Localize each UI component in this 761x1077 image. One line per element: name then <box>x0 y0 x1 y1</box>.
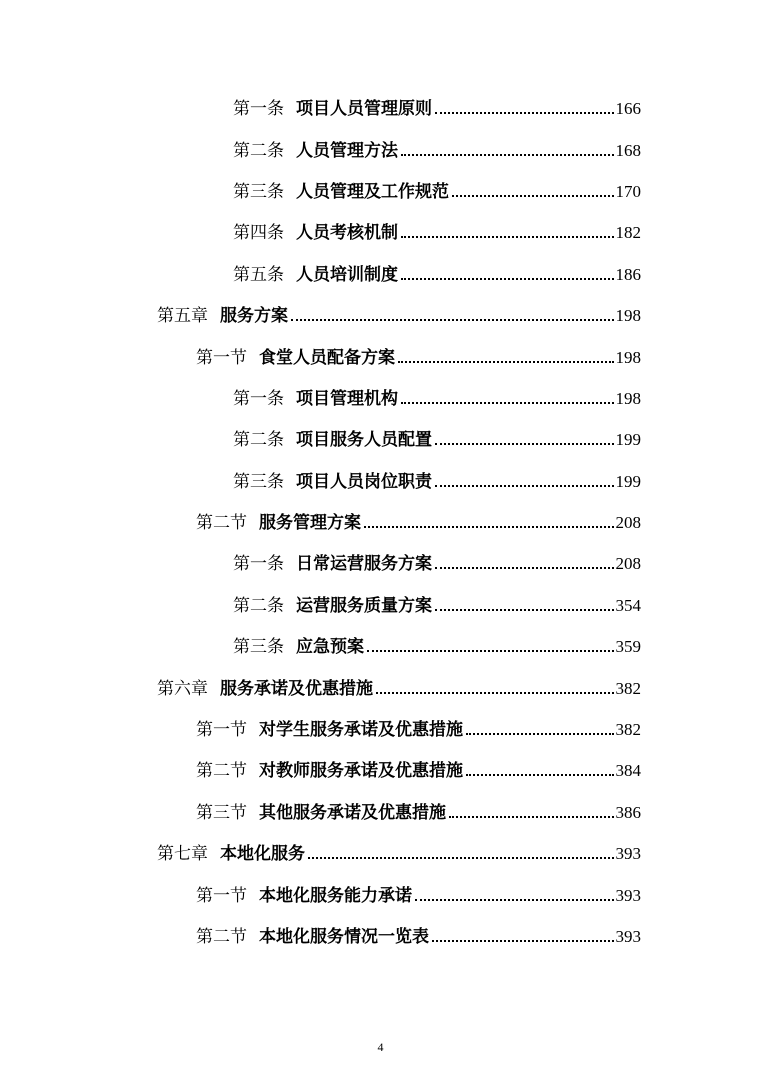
toc-entry-number: 第三条 <box>233 471 284 492</box>
toc-entry-page: 168 <box>615 140 641 160</box>
toc-entry-number: 第二节 <box>196 513 247 534</box>
toc-entry[interactable] <box>0 500 761 541</box>
toc-entry-page: 198 <box>615 388 641 408</box>
toc-entry-number: 第二节 <box>196 761 247 782</box>
toc-entry-title: 应急预案 <box>296 637 364 658</box>
dot-leader <box>401 154 614 156</box>
toc-entry-title: 服务管理方案 <box>259 513 361 534</box>
toc-entry[interactable] <box>0 831 761 872</box>
toc-entry-title: 人员管理方法 <box>296 140 398 161</box>
toc-entry[interactable] <box>0 376 761 417</box>
toc-entry-number: 第一条 <box>233 388 284 409</box>
toc-entry-number: 第四条 <box>233 223 284 244</box>
toc-entry-title: 其他服务承诺及优惠措施 <box>259 802 446 823</box>
toc-entry[interactable] <box>0 541 761 582</box>
dot-leader <box>452 195 614 197</box>
toc-entry-title: 项目管理机构 <box>296 388 398 409</box>
toc-entry[interactable] <box>0 252 761 293</box>
dot-leader <box>435 443 614 445</box>
toc-entry-title: 服务承诺及优惠措施 <box>220 678 373 699</box>
toc-entry-page: 359 <box>615 637 641 657</box>
dot-leader <box>364 526 614 528</box>
toc-entry-page: 382 <box>615 720 641 740</box>
toc-entry-number: 第二条 <box>233 595 284 616</box>
dot-leader <box>291 319 614 321</box>
toc-entry-number: 第五条 <box>233 264 284 285</box>
toc-entry-page: 393 <box>615 844 641 864</box>
toc-entry-number: 第七章 <box>157 844 208 865</box>
toc-entry-page: 393 <box>615 885 641 905</box>
table-of-contents <box>0 86 761 955</box>
toc-entry-number: 第一节 <box>196 347 247 368</box>
toc-entry-page: 199 <box>615 471 641 491</box>
toc-entry-number: 第三节 <box>196 802 247 823</box>
dot-leader <box>401 278 614 280</box>
toc-entry-page: 198 <box>615 306 641 326</box>
dot-leader <box>401 402 614 404</box>
toc-entry-number: 第一节 <box>196 720 247 741</box>
toc-entry-page: 170 <box>615 181 641 201</box>
dot-leader <box>376 692 614 694</box>
toc-entry-title: 对教师服务承诺及优惠措施 <box>259 761 463 782</box>
toc-entry-number: 第一条 <box>233 99 284 120</box>
toc-entry-number: 第二节 <box>196 927 247 947</box>
toc-entry-page: 198 <box>615 347 641 367</box>
toc-entry-title: 日常运营服务方案 <box>296 554 432 575</box>
dot-leader <box>449 816 614 818</box>
toc-entry[interactable] <box>0 872 761 913</box>
toc-entry-title: 服务方案 <box>220 306 288 327</box>
toc-entry[interactable] <box>0 293 761 334</box>
toc-entry-title: 项目服务人员配置 <box>296 430 432 451</box>
dot-leader <box>435 112 614 114</box>
toc-entry-number: 第二条 <box>233 430 284 451</box>
toc-entry[interactable] <box>0 127 761 168</box>
dot-leader <box>398 361 614 363</box>
toc-entry-page: 166 <box>615 99 641 119</box>
toc-entry-number: 第六章 <box>157 678 208 699</box>
toc-entry-title: 本地化服务能力承诺 <box>259 885 412 906</box>
toc-entry-page: 386 <box>615 802 641 822</box>
toc-entry-page: 384 <box>615 761 641 781</box>
toc-entry-number: 第三条 <box>233 637 284 658</box>
toc-entry-page: 208 <box>615 513 641 533</box>
toc-entry[interactable] <box>0 169 761 210</box>
toc-entry[interactable] <box>0 334 761 375</box>
toc-entry-title: 人员培训制度 <box>296 264 398 285</box>
dot-leader <box>435 567 614 569</box>
toc-entry[interactable] <box>0 459 761 500</box>
toc-entry-page: 208 <box>615 554 641 574</box>
dot-leader <box>435 609 614 611</box>
toc-entry[interactable] <box>0 86 761 127</box>
toc-entry-title: 项目人员管理原则 <box>296 99 432 120</box>
toc-entry-title: 食堂人员配备方案 <box>259 347 395 368</box>
toc-entry[interactable] <box>0 665 761 706</box>
toc-entry[interactable] <box>0 748 761 789</box>
dot-leader <box>432 940 614 942</box>
toc-entry-page: 354 <box>615 595 641 615</box>
toc-entry[interactable] <box>0 210 761 251</box>
toc-entry-number: 第二条 <box>233 140 284 161</box>
dot-leader <box>466 774 614 776</box>
dot-leader <box>308 857 614 859</box>
toc-entry-number: 第一条 <box>233 554 284 575</box>
toc-entry[interactable] <box>0 624 761 665</box>
toc-entry-page: 199 <box>615 430 641 450</box>
toc-entry-page: 182 <box>615 223 641 243</box>
dot-leader <box>466 733 614 735</box>
toc-entry-title: 人员考核机制 <box>296 223 398 244</box>
toc-entry[interactable] <box>0 790 761 831</box>
page-number: 4 <box>377 1040 384 1054</box>
toc-entry-number: 第五章 <box>157 306 208 327</box>
toc-entry[interactable] <box>0 583 761 624</box>
dot-leader <box>435 485 614 487</box>
toc-entry-title: 本地化服务情况一览表 <box>259 927 429 947</box>
toc-entry[interactable] <box>0 707 761 748</box>
toc-entry-title: 运营服务质量方案 <box>296 595 432 616</box>
dot-leader <box>415 899 614 901</box>
toc-entry-number: 第一节 <box>196 885 247 906</box>
toc-entry-page: 186 <box>615 264 641 284</box>
toc-entry-title: 对学生服务承诺及优惠措施 <box>259 720 463 741</box>
toc-entry-title: 人员管理及工作规范 <box>296 181 449 202</box>
dot-leader <box>367 650 614 652</box>
toc-entry-page: 382 <box>615 678 641 698</box>
toc-entry-title: 本地化服务 <box>220 844 305 865</box>
toc-entry-page: 393 <box>615 927 641 946</box>
toc-entry[interactable] <box>0 417 761 458</box>
toc-entry-number: 第三条 <box>233 181 284 202</box>
dot-leader <box>401 236 614 238</box>
toc-entry[interactable] <box>0 914 761 955</box>
toc-entry-title: 项目人员岗位职责 <box>296 471 432 492</box>
